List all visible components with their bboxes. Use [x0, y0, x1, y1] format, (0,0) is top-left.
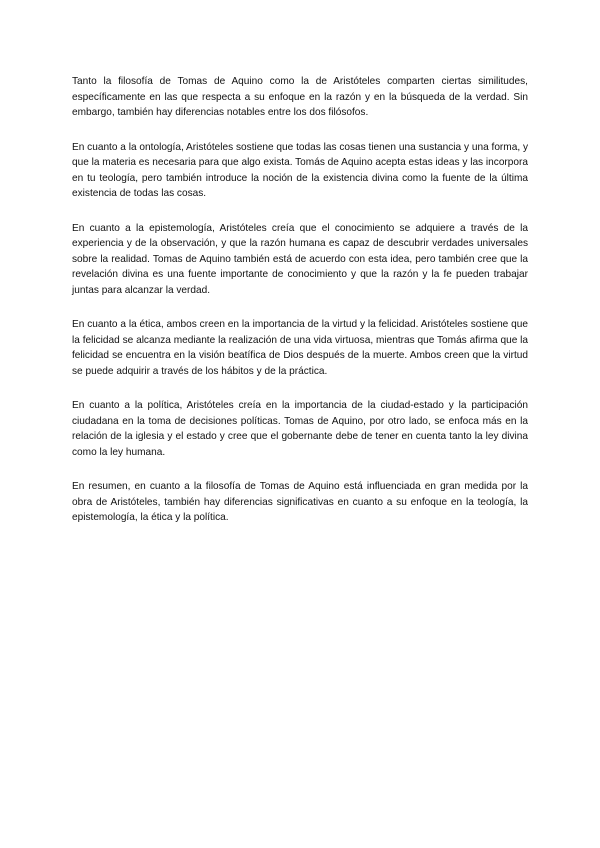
- document-body: [72, 74, 528, 545]
- paragraph-politics: En cuanto a la política, Aristóteles creía en la importancia de la ciudad-estado y la participación ciudadana en la toma de decisiones políticas. Tomas de Aquino, por otro lado, se enfoca más en la relación de la iglesia y el estado y cree que el gobernante debe de tener en cuenta tanto la ley divina como la ley humana.: [72, 400, 528, 458]
- paragraph-epistemology: En cuanto a la epistemología, Aristóteles creía que el conocimiento se adquiere a través de la experiencia y de la observación, y que la razón humana es capaz de descubrir verdades universales sobre la realidad. Tomas de Aquino también está de acuerdo con esta idea, pero también cree que la revelación divina es una fuente importante de conocimiento y que la razón y la fe pueden trabajar juntas para alcanzar la verdad.: [72, 222, 528, 296]
- paragraph-ethics: En cuanto a la ética, ambos creen en la importancia de la virtud y la felicidad. Aristóteles sostiene que la felicidad se alcanza mediante la realización de una vida virtuosa, mientras que Tomás afirma que la felicidad se encuentra en la visión beatífica de Dios después de la muerte. Ambos creen que la virtud se puede adquirir a través de los hábitos y de la práctica.: [72, 319, 528, 377]
- paragraph-introduction: Tanto la filosofía de Tomas de Aquino como la de Aristóteles comparten ciertas similitudes, específicamente en las que respecta a su enfoque en la razón y en la búsqueda de la verdad. Sin embargo, también hay diferencias notables entre los dos filósofos.: [72, 76, 528, 118]
- paragraph-summary: En resumen, en cuanto a la filosofía de Tomas de Aquino está influenciada en gran medida por la obra de Aristóteles, también hay diferencias significativas en cuanto a su enfoque en la teología, la epistemología, la ética y la política.: [72, 481, 528, 523]
- paragraph-ontology: En cuanto a la ontología, Aristóteles sostiene que todas las cosas tienen una sustancia y una forma, y que la materia es necesaria para que algo exista. Tomás de Aquino acepta estas ideas y las incorpora en tu teología, pero también introduce la noción de la existencia divina como la fuente de la última existencia de todas las cosas.: [72, 141, 528, 199]
